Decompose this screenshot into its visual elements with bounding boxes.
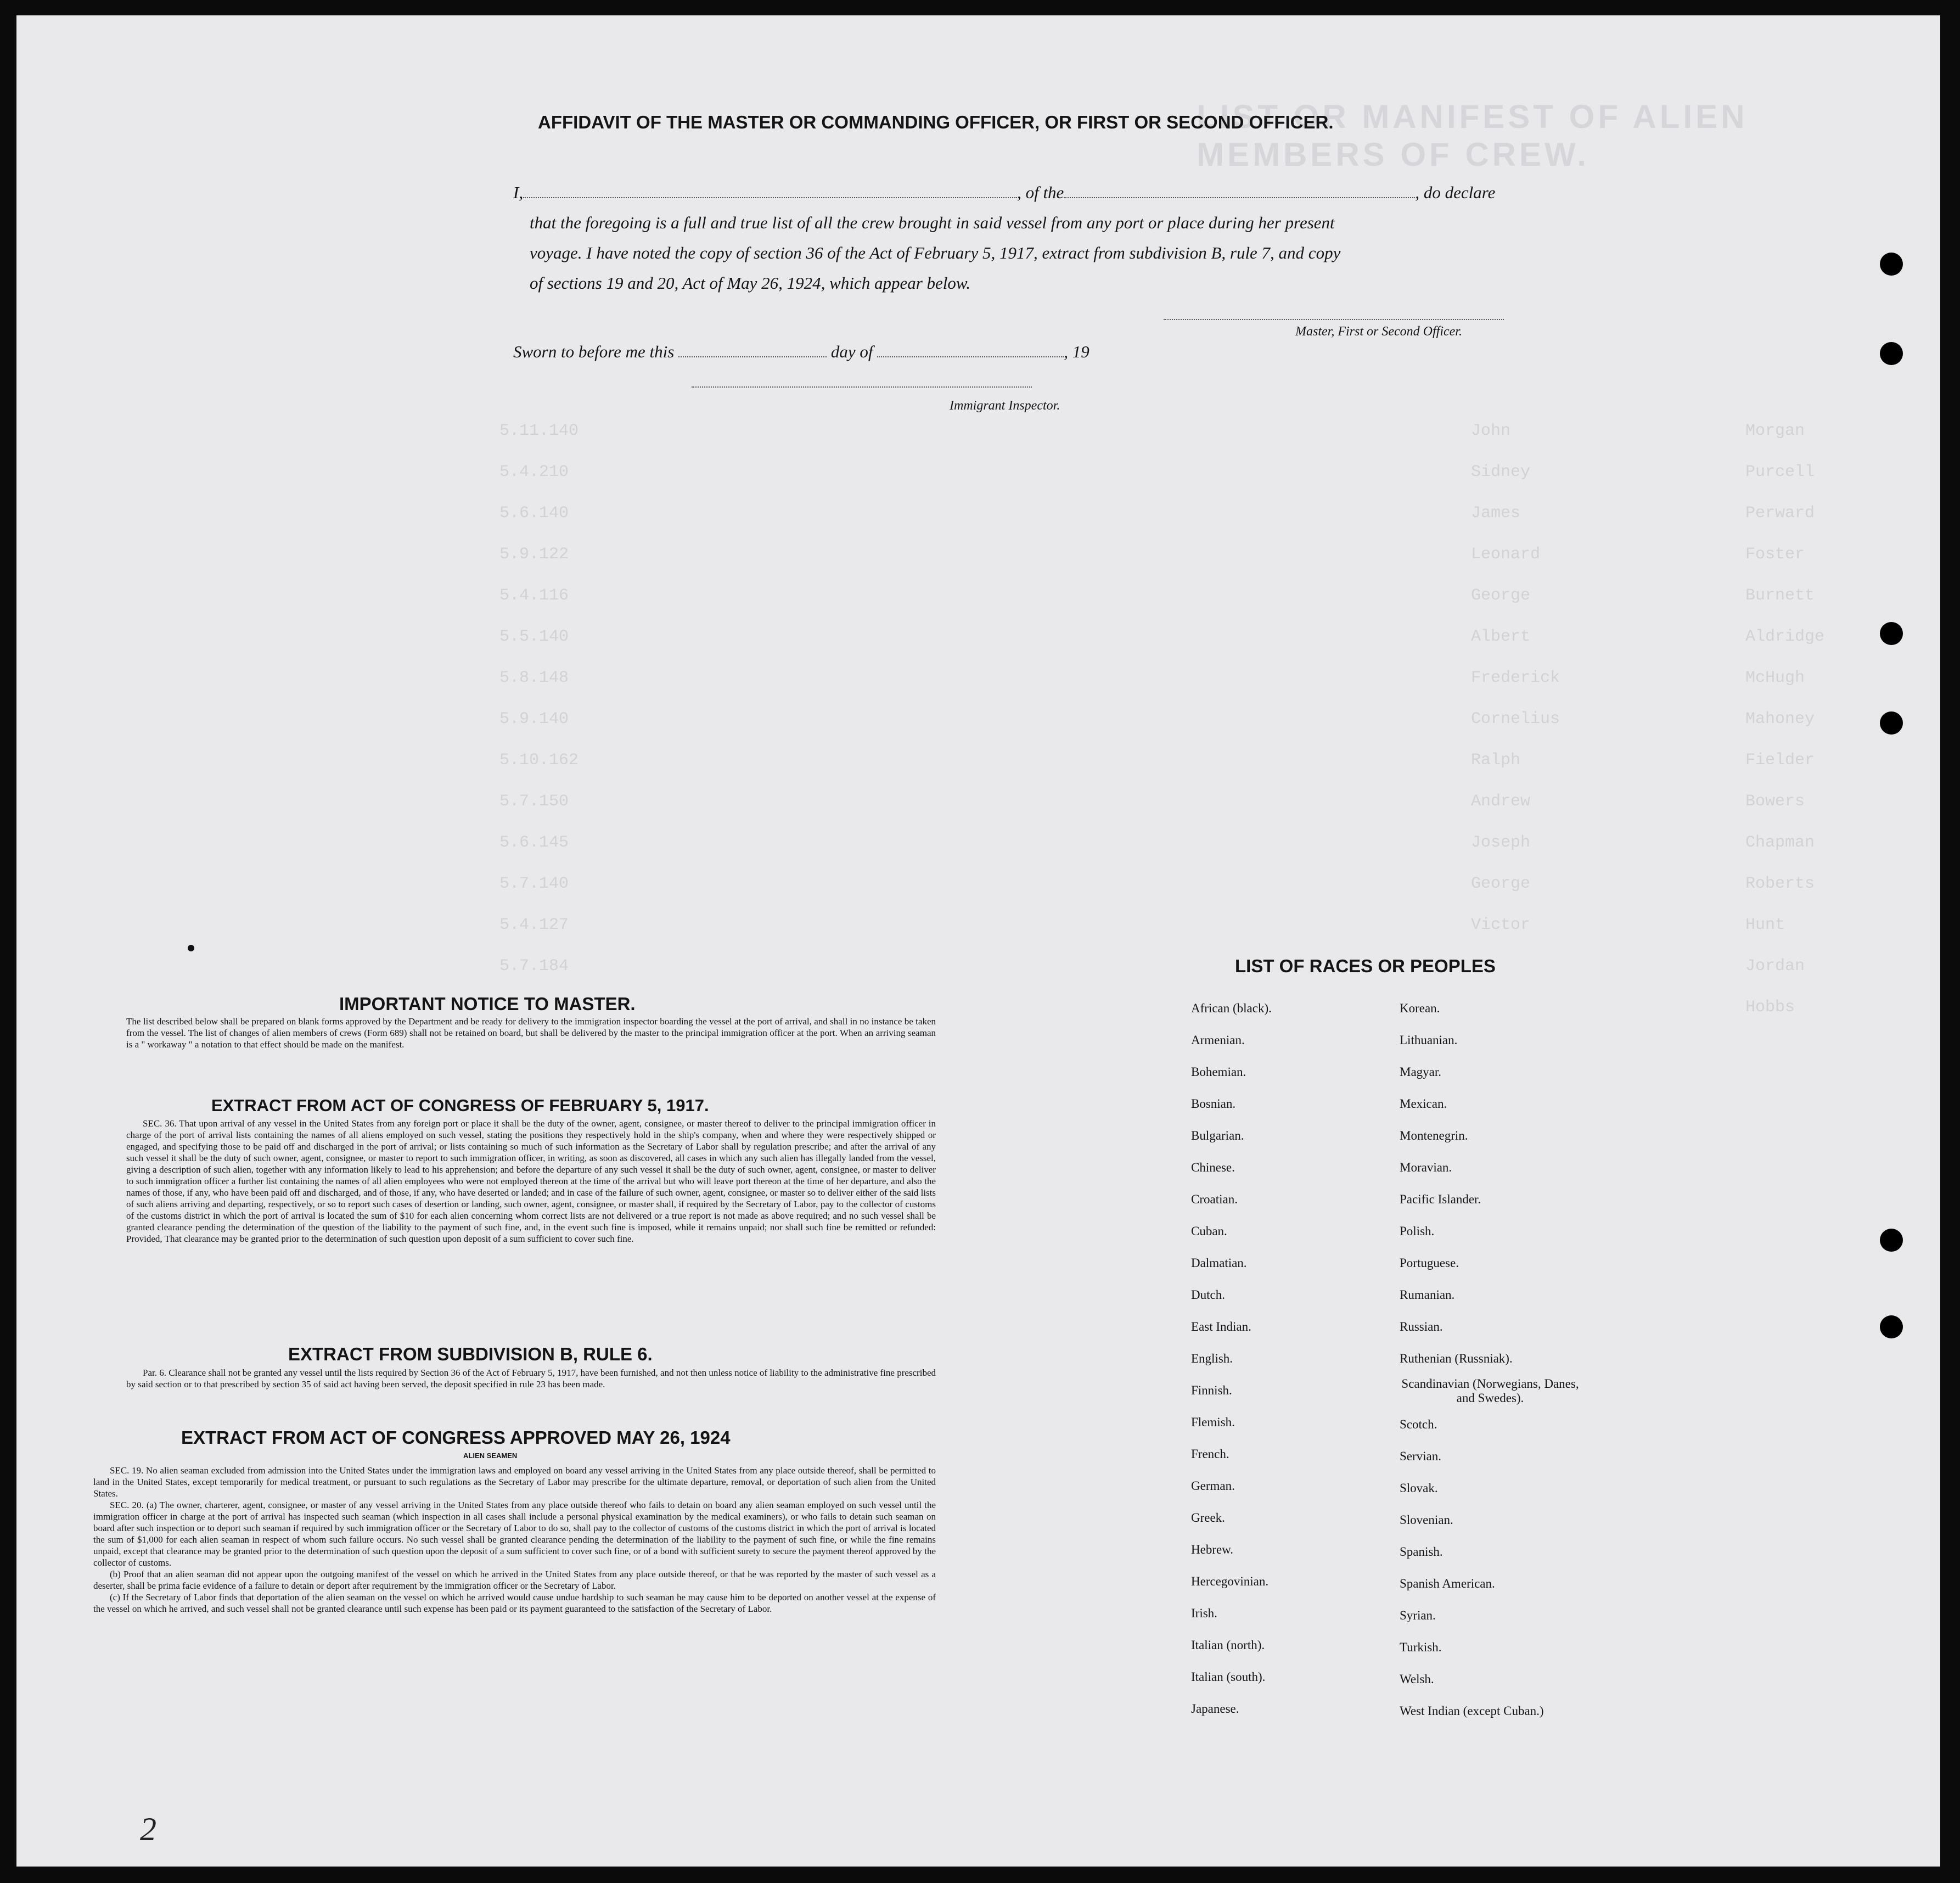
race-item: Russian.	[1400, 1320, 1443, 1333]
race-item: Bohemian.	[1191, 1065, 1246, 1079]
binder-hole	[1880, 1229, 1903, 1252]
extract-rule6-title: EXTRACT FROM SUBDIVISION B, RULE 6.	[288, 1344, 653, 1364]
race-item: Italian (south).	[1191, 1670, 1266, 1684]
race-item: Lithuanian.	[1400, 1033, 1458, 1047]
binder-hole	[1880, 1315, 1903, 1338]
race-item: Slovenian.	[1400, 1513, 1453, 1527]
affidavit-block	[513, 177, 1556, 298]
notice-body: The list described below shall be prepared on blank forms approved by the Department and be ready for delivery to the immigration inspector boarding the vessel at the port of arrival, and shall in no instance be taken from the vessel. The list of changes of alien members of crews (Form 689) shall not be retained on board, but shall be delivered by the master to the principal immigration officer at the port. When an arriving seaman is a " workaway " a notation to that effect should be made on the manifest.	[126, 1016, 936, 1050]
binder-hole	[1880, 711, 1903, 735]
races-title: LIST OF RACES OR PEOPLES	[1235, 956, 1496, 976]
race-item: Italian (north).	[1191, 1638, 1265, 1652]
alien-seamen-subtitle: ALIEN SEAMEN	[463, 1452, 518, 1460]
race-item: Polish.	[1400, 1224, 1435, 1238]
year-label: , 19	[1064, 342, 1089, 361]
declaration-text-3: voyage. I have noted the copy of section 36 of the Act of February 5, 1917, extract from subdivision B, rule 7, and copy	[530, 243, 1341, 262]
race-item: Portuguese.	[1400, 1256, 1459, 1270]
race-item: Dalmatian.	[1191, 1256, 1247, 1270]
race-item: Spanish.	[1400, 1545, 1443, 1559]
race-item: African (black).	[1191, 1001, 1272, 1015]
race-item: Welsh.	[1400, 1672, 1434, 1686]
race-item: Ruthenian (Russniak).	[1400, 1352, 1513, 1365]
vessel-label: , of the	[1017, 183, 1064, 202]
notice-title: IMPORTANT NOTICE TO MASTER.	[339, 994, 636, 1014]
binder-hole	[1880, 253, 1903, 276]
race-item: Scotch.	[1400, 1417, 1437, 1431]
signature-line[interactable]	[1164, 319, 1504, 320]
race-item: Syrian.	[1400, 1609, 1436, 1622]
sec19-text: SEC. 19. No alien seaman excluded from admission into the United States under the immigration laws and employed on board any vessel arriving in the United States from any place outside thereof, shall be permitted to land in the United States, except temporarily for medical treatment, or pursuant to such regulations as the Secretary of Labor may prescribe for the ultimate departure, removal, or deportation of such alien from the United States.	[93, 1465, 936, 1499]
race-item: English.	[1191, 1352, 1233, 1365]
declarant-label: I,	[513, 183, 524, 202]
bleed-through-column-a: Morgan Purcell Perward Foster Burnett Aldridge McHugh Mahoney Fielder Bowers Chapman Roberts Hunt Jordan Hobbs	[1745, 422, 1825, 1017]
race-item: Japanese.	[1191, 1702, 1239, 1716]
race-item: Irish.	[1191, 1606, 1217, 1620]
handwritten-mark: 2	[140, 1811, 156, 1847]
bleed-through-column-b: John Sidney James Leonard George Albert Frederick Cornelius Ralph Andrew Joseph George Victor	[1471, 422, 1560, 934]
race-item: Rumanian.	[1400, 1288, 1455, 1302]
race-item: West Indian (except Cuban.)	[1400, 1704, 1544, 1718]
vessel-name-blank[interactable]	[1064, 197, 1415, 198]
declare-label: , do declare	[1415, 183, 1496, 202]
races-right-column	[1400, 993, 1581, 1727]
race-item: Bosnian.	[1191, 1097, 1236, 1111]
race-item: Chinese.	[1191, 1161, 1235, 1174]
ink-speck	[188, 945, 194, 951]
extract-1917-title: EXTRACT FROM ACT OF CONGRESS OF FEBRUARY 5, 1917.	[211, 1096, 709, 1115]
race-item: Scandinavian (Norwegians, Danes, and Swedes).	[1401, 1377, 1579, 1405]
race-item: French.	[1191, 1447, 1229, 1461]
bleed-through-heading: LIST OR MANIFEST OF ALIEN MEMBERS OF CREW.	[1197, 98, 1748, 173]
race-item: German.	[1191, 1479, 1235, 1493]
declarant-name-blank[interactable]	[523, 197, 1017, 198]
race-item: Magyar.	[1400, 1065, 1442, 1079]
sworn-line	[513, 342, 1089, 362]
race-item: East Indian.	[1191, 1320, 1251, 1333]
race-item: Turkish.	[1400, 1640, 1442, 1654]
day-of-label: day of	[830, 342, 873, 361]
race-item: Dutch.	[1191, 1288, 1225, 1302]
race-item: Croatian.	[1191, 1192, 1238, 1206]
race-item: Moravian.	[1400, 1161, 1452, 1174]
race-item: Hebrew.	[1191, 1543, 1234, 1556]
extract-1917-body: SEC. 36. That upon arrival of any vessel in the United States from any foreign port or place it shall be the duty of the owner, agent, consignee, or master thereof to deliver to the principal immigration officer in charge of the port of arrival lists containing the names of all aliens employed on such vessel, stating the positions they respectively hold in the ship's company, when and where they were respectively shipped or engaged, and specifying those to be paid off and discharged in the port of arrival; or lists containing so much of such information as the Secretary of Labor shall by regulation prescribe; and after the arrival of any such vessel it shall be the duty of such owner, agent, consignee, or master to report to such immigration officer, in writing, as soon as discovered, all cases in which any such alien has illegally landed from the vessel, giving a description of such alien, together with any information likely to lead to his apprehension; and before the departure of any such vessel it shall be the duty of such owner, agent, consignee, or master to deliver to such immigration officer a further list containing the names of all alien employees who were not employed thereon at the time of the arrival but who will leave port thereon at the time of her departure, and also the names of those, if any, who have been paid off and discharged, and of those, if any, who have deserted or landed; and in case of the failure of such owner, agent, consignee, or master so to deliver either of the said lists of such aliens arriving and departing, respectively, or so to report such cases of desertion or landing, such owner, agent, consignee, or master shall, if required by the Secretary of Labor, pay to the collector of customs of the customs district in which the port of arrival is located the sum of $10 for each alien concerning whom correct lists are not delivered or a true report is not made as above required; and no such vessel shall be granted clearance pending the determination of the question of the liability to the payment of such fine, and, in the event such fine is imposed, while it remains unpaid; nor shall such fine be remitted or refunded: Provided, That clearance may be granted prior to the determination of such question upon deposit of a sum sufficient to cover such fine.	[126, 1118, 936, 1244]
inspector-label: Immigrant Inspector.	[950, 399, 1060, 413]
extract-1924-title: EXTRACT FROM ACT OF CONGRESS APPROVED MAY 26, 1924	[181, 1427, 731, 1448]
race-item: Armenian.	[1191, 1033, 1245, 1047]
document-page	[16, 15, 1940, 1867]
sec20c-text: (c) If the Secretary of Labor finds that deportation of the alien seaman on the vessel on which he arrived would cause undue hardship to such seaman he may cause him to be deported on another vessel at the expense of the vessel on which he arrived, and such vessel shall not be granted clearance until such expense has been paid or its payment guaranteed to the satisfaction of the Secretary of Labor.	[93, 1592, 936, 1614]
declaration-text-2: that the foregoing is a full and true list of all the crew brought in said vessel from any port or place during her present	[530, 213, 1335, 232]
declaration-text-4: of sections 19 and 20, Act of May 26, 1924, which appear below.	[530, 273, 971, 293]
sworn-day-blank[interactable]	[678, 356, 827, 357]
race-item: Servian.	[1400, 1449, 1442, 1463]
sworn-label: Sworn to before me this	[513, 342, 675, 361]
race-item: Montenegrin.	[1400, 1129, 1468, 1142]
race-item: Spanish American.	[1400, 1577, 1495, 1590]
extract-1924-body	[93, 1465, 936, 1615]
sworn-month-blank[interactable]	[877, 356, 1064, 357]
race-item: Korean.	[1400, 1001, 1440, 1015]
race-item: Pacific Islander.	[1400, 1192, 1481, 1206]
sec20a-text: SEC. 20. (a) The owner, charterer, agent, consignee, or master of any vessel arriving in the United States from any place outside thereof who fails to detain on board any alien seaman employed on such vessel until the immigration officer in charge at the port of arrival has inspected such seaman (which inspection in all cases shall include a personal physical examination by the medical examiners), or who fails to detain such seaman on board after such inspection or to deport such seaman if required by such immigration officer or the Secretary of Labor to do so, shall pay to the collector of customs of the customs district in which the port of arrival is located the sum of $1,000 for each alien seaman in respect of whom such failure occurs. No such vessel shall be granted clearance pending the determination of the liability to the payment of such fine, or while the fine remains unpaid, except that clearance may be granted prior to the determination of such question upon the deposit of a sum sufficient to cover such fine, or of a bond with sufficient surety to secure the payment thereof approved by the collector of customs.	[93, 1500, 936, 1568]
signer-label: Master, First or Second Officer.	[1295, 324, 1462, 339]
race-item: Flemish.	[1191, 1415, 1235, 1429]
affidavit-title: AFFIDAVIT OF THE MASTER OR COMMANDING OFFICER, OR FIRST OR SECOND OFFICER.	[538, 112, 1334, 132]
extract-rule6-body: Par. 6. Clearance shall not be granted any vessel until the lists required by Section 36 of the Act of February 5, 1917, have been furnished, and not then unless notice of liability to the administrative fine prescribed by said section or to that prescribed by section 35 of said act having been served, the deposit specified in rule 23 has been made.	[126, 1368, 936, 1389]
race-item: Slovak.	[1400, 1481, 1438, 1495]
declaration-line	[513, 177, 1556, 208]
sec20b-text: (b) Proof that an alien seaman did not appear upon the outgoing manifest of the vessel on which he arrived in the United States from any place outside thereof, or that he was reported by the master of such vessel as a deserter, shall be prima facie evidence of a failure to detain or deport after requirement by the immigration officer or the Secretary of Labor.	[93, 1569, 936, 1591]
bleed-through-column-c: 5.11.140 5.4.210 5.6.140 5.9.122 5.4.116 5.5.140 5.8.148 5.9.140 5.10.162 5.7.150 5.6.145 5.7.140 5.4.127 5.7.184	[499, 422, 579, 976]
binder-hole	[1880, 342, 1903, 365]
binder-hole	[1880, 622, 1903, 645]
race-item: Cuban.	[1191, 1224, 1227, 1238]
race-item: Hercegovinian.	[1191, 1574, 1269, 1588]
race-item: Finnish.	[1191, 1383, 1232, 1397]
races-left-column	[1191, 993, 1272, 1725]
race-item: Bulgarian.	[1191, 1129, 1244, 1142]
race-item: Mexican.	[1400, 1097, 1447, 1111]
race-item: Greek.	[1191, 1511, 1225, 1525]
inspector-signature-line[interactable]	[692, 386, 1032, 388]
